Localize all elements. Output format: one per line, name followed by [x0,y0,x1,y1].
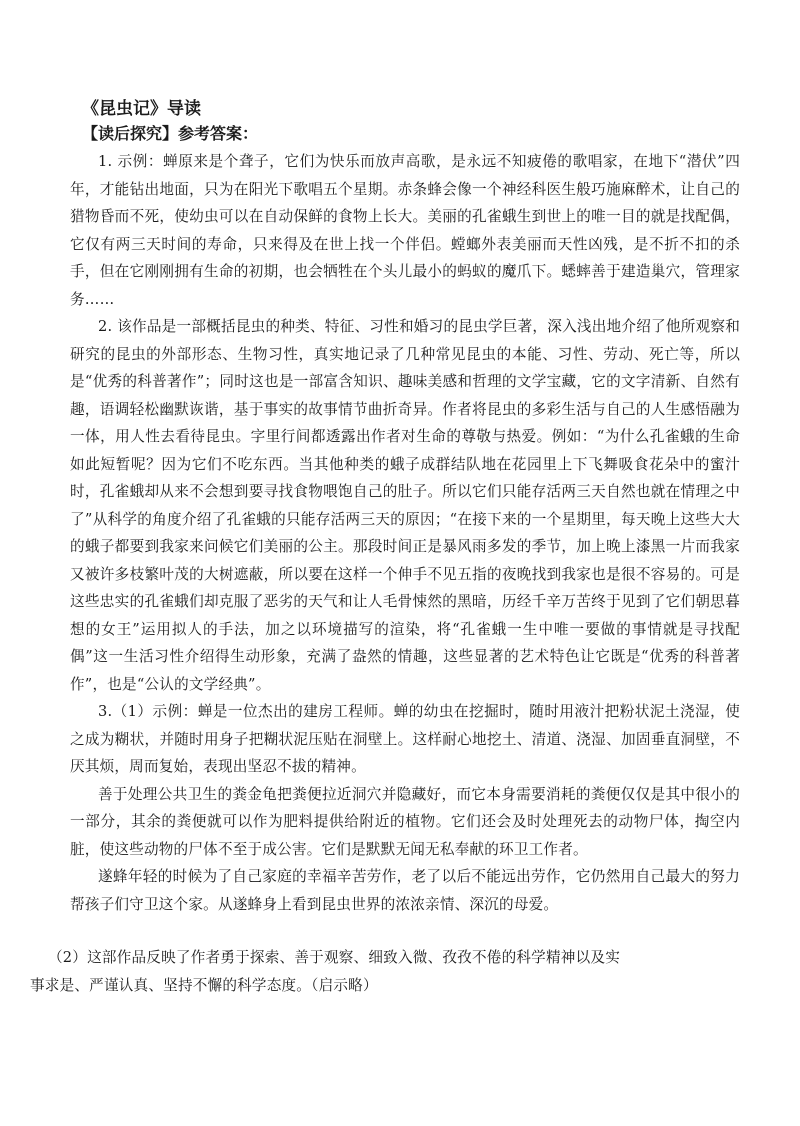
document-body [70,96,740,918]
answer-paragraph-bee: 遂蜂年轻的时候为了自己家庭的幸福辛苦劳作，老了以后不能远出劳作，它仍然用自己最大的努力帮孩子们守卫这个家。从遂蜂身上看到昆虫世界的浓浓亲情、深沉的母爱。 [70,868,740,913]
answer-paragraph-3-2: （2）这部作品反映了作者勇于探索、善于观察、细致入微、孜孜不倦的科学精神以及实事求是、严谨认真、坚持不懈的科学态度。（启示略） [30,949,620,994]
closing-block [30,944,620,999]
answer-paragraph-1: 1. 示例：蝉原来是个聋子，它们为快乐而放声高歌，是永远不知疲倦的歌唱家，在地下“潜伏”四年，才能钻出地面，只为在阳光下歌唱五个星期。赤条蜂会像一个神经科医生般巧施麻醉术，让自己的猎物昏而不死，使幼虫可以在自动保鲜的食物上长大。美丽的孔雀蛾生到世上的唯一目的就是找配偶，它仅有两三天时间的寿命，只来得及在世上找一个伴侣。螳螂外表美丽而天性凶残，是不折不扣的杀手，但在它刚刚拥有生命的初期，也会牺牲在个头儿最小的蚂蚁的魔爪下。蟋蟀善于建造巢穴，管理家务…… [70,153,740,308]
section-heading: 【读后探究】参考答案： [82,124,259,143]
document-title: 《昆虫记》导读 [82,99,201,119]
answer-paragraph-3-1: 3.（1）示例：蝉是一位杰出的建房工程师。蝉的幼虫在挖掘时，随时用液汁把粉状泥土浇湿，使之成为糊状，并随时用身子把糊状泥压贴在洞壁上。这样耐心地挖土、清道、浇湿、加固垂直洞壁，不厌其烦，周而复始，表现出坚忍不拔的精神。 [70,703,740,775]
answer-paragraph-2: 2. 该作品是一部概括昆虫的种类、特征、习性和婚习的昆虫学巨著，深入浅出地介绍了他所观察和研究的昆虫的外部形态、生物习性，真实地记录了几种常见昆虫的本能、习性、劳动、死亡等，所以是“优秀的科普著作”；同时这也是一部富含知识、趣味美感和哲理的文学宝藏，它的文字清新、自然有趣，语调轻松幽默诙谐，基于事实的故事情节曲折奇异。作者将昆虫的多彩生活与自己的人生感悟融为一体，用人性去看待昆虫。字里行间都透露出作者对生命的尊敬与热爱。例如：“为什么孔雀蛾的生命如此短暂呢？因为它们不吃东西。当其他种类的蛾子成群结队地在花园里上下飞舞吸食花朵中的蜜汁时，孔雀蛾却从来不会想到要寻找食物喂饱自己的肚子。所以它们只能存活两三天自然也就在情理之中了”从科学的角度介绍了孔雀蛾的只能存活两三天的原因；“在接下来的一个星期里，每天晚上这些大大的蛾子都要到我家来问候它们美丽的公主。那段时间正是暴风雨多发的季节，加上晚上漆黑一片而我家又被许多枝繁叶茂的大树遮蔽，所以要在这样一个伸手不见五指的夜晚找到我家也是很不容易的。可是这些忠实的孔雀蛾们却克服了恶劣的天气和让人毛骨悚然的黑暗，历经千辛万苦终于见到了它们朝思暮想的女王”运用拟人的手法，加之以环境描写的渲染，将“孔雀蛾一生中唯一要做的事情就是寻找配偶”这一生活习性介绍得生动形象，充满了盎然的情趣，这些显著的艺术特色让它既是“优秀的科普著作”，也是“公认的文学经典”。 [70,318,740,693]
answer-paragraph-dung-beetle: 善于处理公共卫生的粪金龟把粪便拉近洞穴并隐藏好，而它本身需要消耗的粪便仅仅是其中很小的一部分，其余的粪便就可以作为肥料提供给附近的植物。它们还会及时处理死去的动物尸体，掏空内脏，使这些动物的尸体不至于成公害。它们是默默无闻无私奉献的环卫工作者。 [70,785,740,858]
